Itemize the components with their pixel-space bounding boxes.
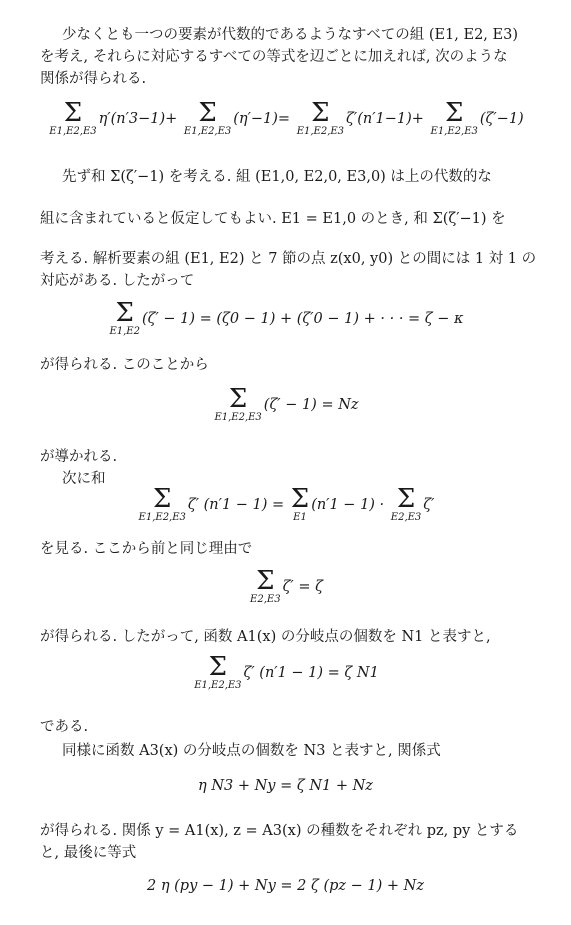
text-line: と, 最後に等式 xyxy=(40,845,137,861)
text-line: 考える. 解析要素の組 (E1, E2) と 7 節の点 z(x0, y0) との間には 1 対 1 の xyxy=(40,251,537,267)
text-line: 組に含まれていると仮定してもよい. E1 = E1,0 のとき, 和 Σ(ζ′−1) を xyxy=(40,211,506,227)
text-line: 同様に函数 A3(x) の分岐点の個数を N3 と表すと, 関係式 xyxy=(62,743,441,759)
text-line: 先ず和 Σ(ζ′−1) を考える. 組 (E1,0, E2,0, E3,0) は上の代数的な xyxy=(62,169,492,185)
text-line: 次に和 xyxy=(62,471,106,487)
equation-3: Σ E1,E2,E3 (ζ′ − 1) = Nz xyxy=(214,384,359,423)
equation-2: Σ E1,E2 (ζ′ − 1) = (ζ0 − 1) + (ζ′0 − 1) + · · · = ζ − κ xyxy=(109,298,464,337)
text-line: が導かれる. xyxy=(40,449,118,465)
text-line: が得られる. したがって, 函数 A1(x) の分岐点の個数を N1 と表すと, xyxy=(40,629,491,645)
text-line: である. xyxy=(40,719,89,735)
equation-4: Σ E1,E2,E3 ζ′ (n′1 − 1) = Σ E1 (n′1 − 1) · Σ E2,E3 ζ′ xyxy=(138,484,435,523)
equation-6: Σ E1,E2,E3 ζ′ (n′1 − 1) = ζ N1 xyxy=(194,652,379,691)
equation-7: η N3 + Ny = ζ N1 + Nz xyxy=(198,778,373,794)
text-line: 対応がある. したがって xyxy=(40,273,195,289)
equation-5: Σ E2,E3 ζ′ = ζ xyxy=(250,566,323,605)
text-line: が得られる. このことから xyxy=(40,357,209,373)
text-line: を見る. ここから前と同じ理由で xyxy=(40,541,253,557)
text-line: 関係が得られる. xyxy=(40,71,147,87)
text-line: 少なくとも一つの要素が代数的であるようなすべての組 (E1, E2, E3) xyxy=(62,27,518,43)
text-line: を考え, それらに対応するすべての等式を辺ごとに加えれば, 次のような xyxy=(40,49,508,65)
equation-1: Σ E1,E2,E3 η′(n′3−1)+ Σ E1,E2,E3 (η′−1)= Σ E1,E2,E3 ζ′(n′1−1)+ Σ E1,E2,E3 (ζ′−1) xyxy=(49,98,524,137)
text-line: が得られる. 関係 y = A1(x), z = A3(x) の種数をそれぞれ pz, py とする xyxy=(40,823,519,839)
equation-8: 2 η (py − 1) + Ny = 2 ζ (pz − 1) + Nz xyxy=(147,878,424,894)
